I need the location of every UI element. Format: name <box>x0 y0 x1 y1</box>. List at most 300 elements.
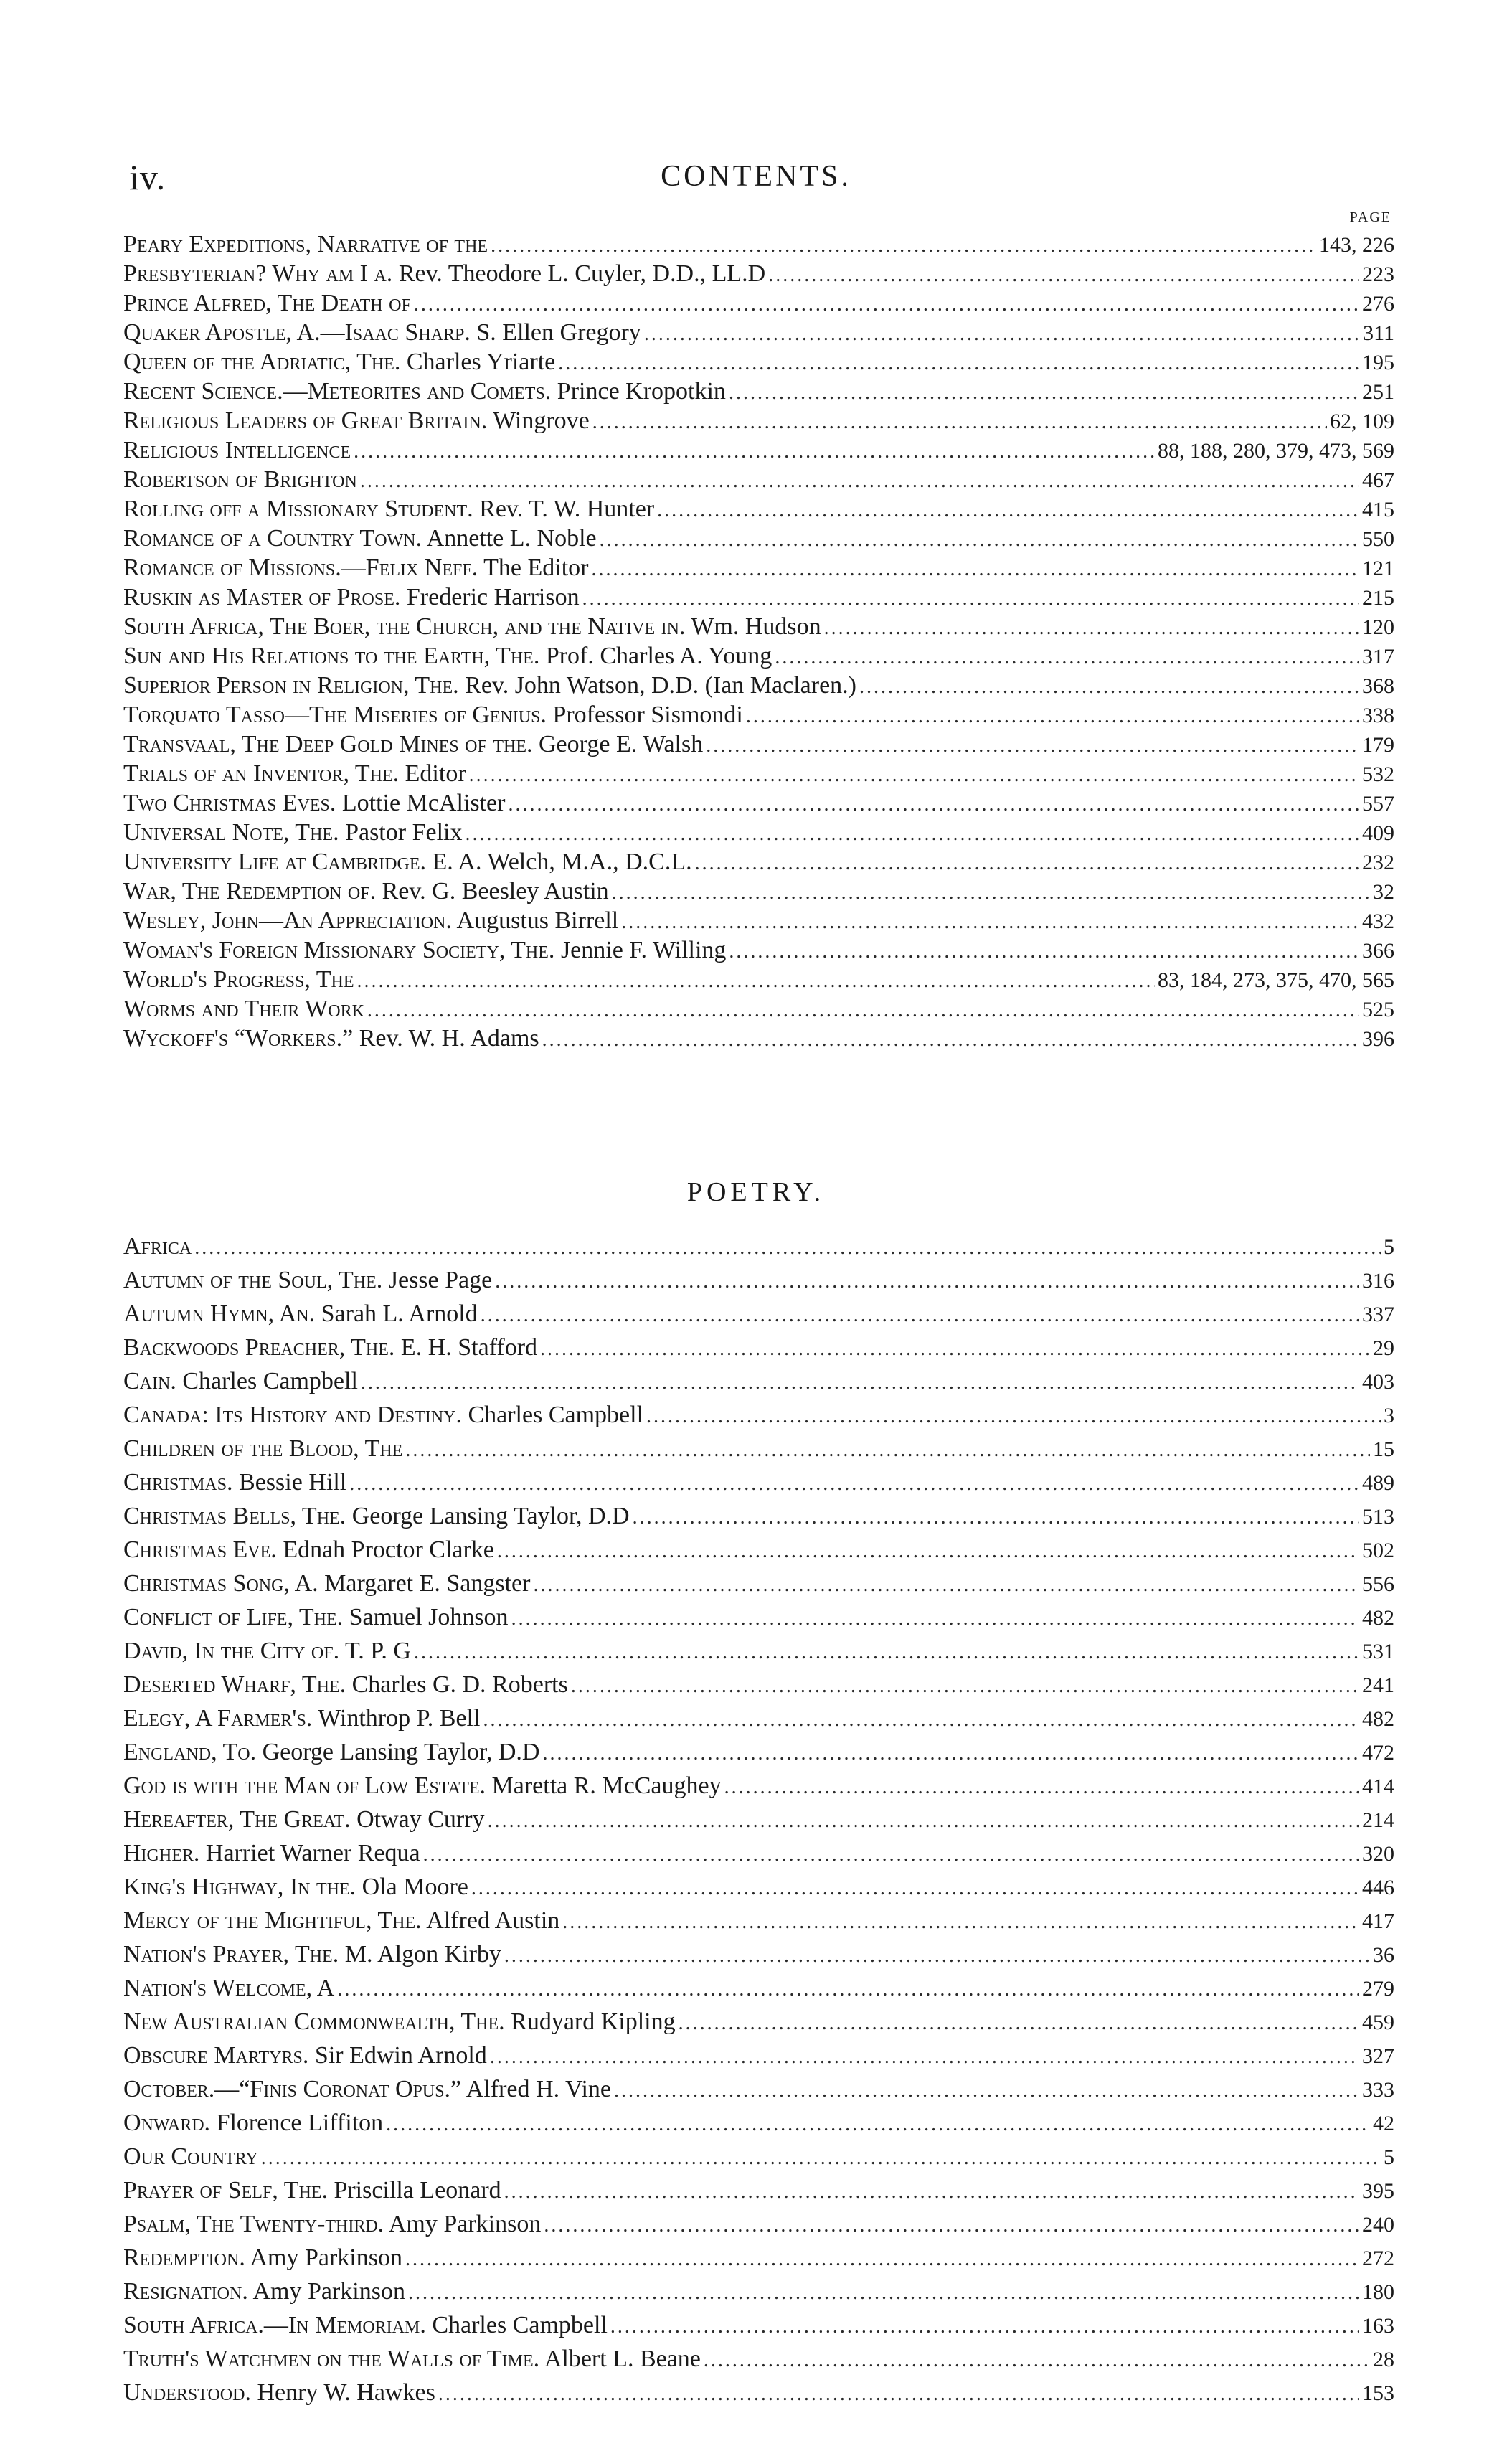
entry-author: Prince Kropotkin <box>557 378 726 405</box>
entry-page-number: 459 <box>1362 2011 1394 2034</box>
entry-title: Wyckoff's “Workers.” <box>123 1025 354 1052</box>
dot-leader <box>471 1871 1359 1905</box>
entry-author: Wm. Hudson <box>691 613 821 640</box>
entry-title: Autumn of the Soul, The. <box>123 1267 383 1293</box>
contents-entry <box>123 1465 1394 1499</box>
dot-leader <box>614 2074 1359 2107</box>
entry-author: George Lansing Taylor, D.D <box>351 1503 630 1529</box>
dot-leader <box>491 231 1316 260</box>
dot-leader <box>544 2209 1359 2242</box>
entry-author: Rev. John Watson, D.D. (Ian Maclaren.) <box>465 672 856 699</box>
entry-title: Psalm, The Twenty-third. <box>123 2211 384 2237</box>
entry-page-number: 195 <box>1362 351 1394 374</box>
entry-page-number: 482 <box>1362 1606 1394 1630</box>
entry-author: Winthrop P. Bell <box>318 1705 481 1732</box>
dot-leader <box>612 878 1370 907</box>
entry-title: Presbyterian? Why am I a. <box>123 260 393 287</box>
entry-title: Autumn Hymn, An. <box>123 1300 316 1327</box>
dot-leader <box>488 1804 1359 1838</box>
contents-entry <box>123 818 1394 847</box>
dot-leader <box>859 672 1359 702</box>
entry-author: Florence Liffiton <box>216 2110 384 2136</box>
dot-leader <box>483 1703 1359 1737</box>
contents-entry <box>123 1364 1394 1398</box>
entry-page-number: 317 <box>1362 645 1394 669</box>
entry-page-number: 143, 226 <box>1319 233 1394 257</box>
contents-entry <box>123 524 1394 553</box>
entry-page-number: 214 <box>1362 1808 1394 1832</box>
entry-page-number: 513 <box>1362 1505 1394 1529</box>
contents-entry <box>123 1533 1394 1567</box>
contents-entry <box>123 494 1394 524</box>
contents-entry <box>123 700 1394 729</box>
entry-page-number: 446 <box>1362 1876 1394 1899</box>
dot-leader <box>337 1973 1359 2006</box>
poetry-contents-list <box>123 1229 1394 2409</box>
contents-entry <box>123 1634 1394 1668</box>
contents-entry <box>123 1870 1394 1904</box>
dot-leader <box>542 1737 1359 1770</box>
dot-leader <box>571 1669 1359 1703</box>
entry-page-number: 327 <box>1362 2044 1394 2068</box>
entry-author: Rev. Theodore L. Cuyler, D.D., LL.D <box>398 260 766 287</box>
entry-page-number: 320 <box>1362 1842 1394 1866</box>
contents-entry <box>123 1836 1394 1870</box>
entry-author: Sir Edwin Arnold <box>314 2042 487 2069</box>
entry-author: George E. Walsh <box>539 731 704 757</box>
entry-page-number: 276 <box>1362 292 1394 316</box>
entry-page-number: 120 <box>1362 615 1394 639</box>
entry-title: Religious Intelligence <box>123 437 351 463</box>
contents-entry <box>123 2275 1394 2308</box>
entry-page-number: 556 <box>1362 1572 1394 1596</box>
entry-author: Pastor Felix <box>345 819 463 846</box>
dot-leader <box>533 1568 1359 1602</box>
dot-leader <box>354 437 1155 466</box>
entry-title: Two Christmas Eves. <box>123 790 336 816</box>
entry-title: Rolling off a Missionary Student. <box>123 496 473 522</box>
dot-leader <box>511 1602 1359 1635</box>
entry-author: Amy Parkinson <box>388 2211 542 2237</box>
dot-leader <box>367 996 1359 1025</box>
dot-leader <box>704 2343 1370 2377</box>
entry-title: Resignation. <box>123 2278 248 2305</box>
entry-author: Harriet Warner Requa <box>205 1840 420 1866</box>
entry-page-number: 417 <box>1362 1909 1394 1933</box>
dot-leader <box>423 1838 1359 1871</box>
entry-page-number: 28 <box>1373 2348 1394 2371</box>
entry-page-number: 482 <box>1362 1707 1394 1731</box>
entry-title: Nation's Prayer, The. <box>123 1941 339 1968</box>
entry-page-number: 32 <box>1373 880 1394 904</box>
dot-leader <box>542 1025 1359 1054</box>
entry-page-number: 472 <box>1362 1741 1394 1765</box>
contents-entry <box>123 1971 1394 2005</box>
dot-leader <box>646 1399 1381 1433</box>
entry-author: Lottie McAlister <box>341 790 506 816</box>
contents-entry <box>123 2039 1394 2072</box>
contents-entry <box>123 1668 1394 1701</box>
contents-entry <box>123 553 1394 582</box>
entry-title: October.—“Finis Coronat Opus.” <box>123 2076 462 2102</box>
entry-page-number: 502 <box>1362 1539 1394 1562</box>
dot-leader <box>495 1265 1359 1298</box>
entry-title: Romance of Missions.—Felix Neff. <box>123 554 478 581</box>
contents-entry <box>123 1769 1394 1803</box>
entry-title: Christmas Song, A. <box>123 1570 318 1597</box>
entry-author: George Lansing Taylor, D.D <box>262 1739 540 1765</box>
contents-entry <box>123 2106 1394 2140</box>
entry-title: Prince Alfred, The Death of <box>123 290 411 316</box>
dot-leader <box>361 1366 1359 1399</box>
contents-entry <box>123 406 1394 435</box>
entry-page-number: 525 <box>1362 998 1394 1021</box>
contents-entry <box>123 2005 1394 2039</box>
entry-title: Our Country <box>123 2143 258 2170</box>
entry-title: South Africa.—In Memoriam. <box>123 2312 426 2338</box>
dot-leader <box>508 790 1359 819</box>
dot-leader <box>414 1635 1359 1669</box>
dot-leader <box>490 2040 1359 2074</box>
contents-entry <box>123 612 1394 641</box>
contents-entry <box>123 230 1394 259</box>
entry-title: Conflict of Life, The. <box>123 1604 344 1630</box>
entry-author: The Editor <box>483 554 589 581</box>
entry-author: Annette L. Noble <box>426 525 597 552</box>
entry-title: Romance of a Country Town. <box>123 525 422 552</box>
contents-entry <box>123 759 1394 788</box>
contents-entry <box>123 1904 1394 1937</box>
entry-title: Torquato Tasso—The Miseries of Genius. <box>123 702 547 728</box>
entry-title: King's Highway, In the. <box>123 1874 356 1900</box>
dot-leader <box>706 731 1359 760</box>
entry-page-number: 223 <box>1362 263 1394 286</box>
entry-page-number: 403 <box>1362 1370 1394 1394</box>
dot-leader <box>729 378 1359 407</box>
entry-page-number: 88, 188, 280, 379, 473, 569 <box>1158 439 1394 463</box>
entry-page-number: 36 <box>1373 1943 1394 1967</box>
entry-author: Rev. T. W. Hunter <box>479 496 655 522</box>
entry-title: Trials of an Inventor, The. <box>123 760 400 787</box>
contents-entry <box>123 465 1394 494</box>
entry-title: England, To. <box>123 1739 257 1765</box>
dot-leader <box>558 349 1359 378</box>
entry-author: Alfred H. Vine <box>466 2076 612 2102</box>
entry-author: Ednah Proctor Clarke <box>283 1536 494 1563</box>
entry-title: Redemption. <box>123 2244 245 2271</box>
contents-entry <box>123 2342 1394 2376</box>
dot-leader <box>729 937 1359 966</box>
entry-author: S. Ellen Gregory <box>476 319 641 346</box>
entry-page-number: 215 <box>1362 586 1394 610</box>
dot-leader <box>261 2141 1381 2175</box>
entry-title: Canada: Its History and Destiny. <box>123 1402 462 1428</box>
contents-entry <box>123 1937 1394 1971</box>
contents-entry <box>123 318 1394 347</box>
entry-author: Margaret E. Sangster <box>324 1570 531 1597</box>
contents-entry <box>123 671 1394 700</box>
entry-title: Backwoods Preacher, The. <box>123 1334 395 1361</box>
entry-author: Rev. G. Beesley Austin <box>382 878 609 905</box>
entry-title: Quaker Apostle, A.—Isaac Sharp. <box>123 319 471 346</box>
contents-entry <box>123 877 1394 906</box>
entry-author: Charles Campbell <box>182 1368 358 1394</box>
entry-page-number: 409 <box>1362 821 1394 845</box>
entry-author: Samuel Johnson <box>349 1604 509 1630</box>
dot-leader <box>504 2175 1359 2209</box>
contents-entry <box>123 1398 1394 1432</box>
dot-leader <box>194 1231 1381 1265</box>
contents-entry <box>123 2376 1394 2409</box>
dot-leader <box>610 2310 1359 2343</box>
dot-leader <box>679 2006 1359 2040</box>
contents-entry <box>123 377 1394 406</box>
entry-title: Universal Note, The. <box>123 819 339 846</box>
entry-author: Albert L. Beane <box>544 2346 701 2372</box>
dot-leader <box>481 1298 1359 1332</box>
entry-author: Amy Parkinson <box>250 2244 402 2271</box>
entry-title: Elegy, A Farmer's. <box>123 1705 313 1732</box>
entry-author: Bessie Hill <box>239 1469 347 1496</box>
dot-leader <box>504 1939 1370 1973</box>
contents-entry <box>123 1024 1394 1053</box>
contents-entry <box>123 965 1394 994</box>
entry-page-number: 396 <box>1362 1027 1394 1051</box>
dot-leader <box>408 2276 1359 2310</box>
entry-page-number: 368 <box>1362 674 1394 698</box>
entry-author: Charles Campbell <box>432 2312 608 2338</box>
entry-author: Rudyard Kipling <box>511 2008 676 2035</box>
contents-entry <box>123 435 1394 465</box>
entry-title: Transvaal, The Deep Gold Mines of the. <box>123 731 533 757</box>
contents-entry <box>123 2072 1394 2106</box>
entry-title: Onward. <box>123 2110 211 2136</box>
entry-page-number: 532 <box>1362 762 1394 786</box>
entry-page-number: 415 <box>1362 498 1394 521</box>
contents-entry <box>123 259 1394 288</box>
contents-entry <box>123 788 1394 818</box>
entry-title: Understood. <box>123 2379 251 2406</box>
entry-title: War, The Redemption of. <box>123 878 377 905</box>
contents-entry <box>123 994 1394 1024</box>
entry-page-number: 5 <box>1384 2145 1394 2169</box>
contents-entry <box>123 288 1394 318</box>
entry-title: Christmas Eve. <box>123 1536 277 1563</box>
dot-leader <box>582 584 1359 613</box>
entry-page-number: 42 <box>1373 2112 1394 2135</box>
dot-leader <box>621 907 1359 937</box>
dot-leader <box>768 260 1359 290</box>
entry-author: Otway Curry <box>356 1806 485 1833</box>
entry-author: Wingrove <box>493 407 590 434</box>
contents-entry <box>123 1432 1394 1465</box>
dot-leader <box>357 966 1156 996</box>
entry-page-number: 272 <box>1362 2247 1394 2270</box>
entry-page-number: 180 <box>1362 2280 1394 2304</box>
entry-author: Alfred Austin <box>426 1907 560 1934</box>
entry-page-number: 557 <box>1362 792 1394 816</box>
entry-title: Obscure Martyrs. <box>123 2042 309 2069</box>
dot-leader <box>497 1534 1359 1568</box>
dot-leader <box>414 290 1359 319</box>
entry-page-number: 338 <box>1362 704 1394 727</box>
entry-page-number: 5 <box>1384 1235 1394 1259</box>
entry-author: E. A. Welch, M.A., D.C.L. <box>432 849 692 875</box>
dot-leader <box>469 760 1359 790</box>
entry-title: Cain. <box>123 1368 176 1394</box>
entry-title: Peary Expeditions, Narrative of the <box>123 231 488 258</box>
entry-title: Children of the Blood, The <box>123 1435 403 1462</box>
entry-page-number: 316 <box>1362 1269 1394 1293</box>
entry-title: New Australian Commonwealth, The. <box>123 2008 505 2035</box>
entry-page-number: 251 <box>1362 380 1394 404</box>
dot-leader <box>386 2107 1370 2141</box>
dot-leader <box>591 554 1359 584</box>
entry-author: Augustus Birrell <box>456 907 619 934</box>
contents-entry <box>123 1567 1394 1600</box>
entry-title: Queen of the Adriatic, The. <box>123 349 401 375</box>
entry-author: Maretta R. McCaughey <box>491 1772 722 1799</box>
entry-title: Superior Person in Religion, The. <box>123 672 459 699</box>
entry-author: Editor <box>405 760 466 787</box>
dot-leader <box>405 2242 1359 2276</box>
entry-page-number: 550 <box>1362 527 1394 551</box>
dot-leader <box>438 2377 1359 2411</box>
entry-author: M. Algon Kirby <box>344 1941 501 1968</box>
dot-leader <box>562 1905 1359 1939</box>
contents-entry <box>123 935 1394 965</box>
entry-author: Charles Yriarte <box>406 349 556 375</box>
dot-leader <box>824 613 1359 643</box>
dot-leader <box>349 1467 1359 1501</box>
entry-page-number: 467 <box>1362 468 1394 492</box>
entry-title: Deserted Wharf, The. <box>123 1671 346 1698</box>
entry-author: Jennie F. Willing <box>560 937 727 963</box>
contents-entry <box>123 2241 1394 2275</box>
entry-title: Christmas Bells, The. <box>123 1503 346 1529</box>
contents-entry <box>123 1229 1394 1263</box>
contents-entry <box>123 582 1394 612</box>
dot-leader <box>657 496 1359 525</box>
poetry-heading: POETRY. <box>686 1177 826 1207</box>
entry-author: Charles Campbell <box>468 1402 644 1428</box>
entry-page-number: 3 <box>1384 1404 1394 1427</box>
contents-entry <box>123 1600 1394 1634</box>
entry-title: Wesley, John—An Appreciation. <box>123 907 452 934</box>
entry-page-number: 179 <box>1362 733 1394 757</box>
entry-title: Religious Leaders of Great Britain. <box>123 407 488 434</box>
entry-page-number: 62, 109 <box>1330 410 1394 433</box>
dot-leader <box>775 643 1359 672</box>
entry-page-number: 279 <box>1362 1977 1394 2001</box>
entry-title: University Life at Cambridge. <box>123 849 426 875</box>
entry-author: Professor Sismondi <box>552 702 743 728</box>
entry-author: Rev. W. H. Adams <box>359 1025 539 1052</box>
dot-leader <box>600 525 1359 554</box>
dot-leader <box>695 849 1359 878</box>
entry-page-number: 366 <box>1362 939 1394 963</box>
contents-entry <box>123 347 1394 377</box>
entry-title: Robertson of Brighton <box>123 466 357 493</box>
entry-author: Amy Parkinson <box>252 2278 405 2305</box>
entry-page-number: 29 <box>1373 1336 1394 1360</box>
prose-contents-list <box>123 230 1394 1053</box>
entry-page-number: 240 <box>1362 2213 1394 2237</box>
dot-leader <box>724 1770 1359 1804</box>
entry-page-number: 414 <box>1362 1775 1394 1798</box>
entry-page-number: 241 <box>1362 1673 1394 1697</box>
entry-title: Worms and Their Work <box>123 996 364 1022</box>
entry-page-number: 333 <box>1362 2078 1394 2102</box>
entry-author: Jesse Page <box>388 1267 493 1293</box>
contents-entry <box>123 2207 1394 2241</box>
entry-title: Nation's Welcome, A <box>123 1975 335 2001</box>
entry-title: Recent Science.—Meteorites and Comets. <box>123 378 552 405</box>
contents-entry <box>123 2140 1394 2173</box>
contents-entry <box>123 1499 1394 1533</box>
entry-page-number: 163 <box>1362 2314 1394 2338</box>
entry-author: T. P. G <box>345 1638 411 1664</box>
entry-page-number: 531 <box>1362 1640 1394 1663</box>
entry-title: Truth's Watchmen on the Walls of Time. <box>123 2346 540 2372</box>
entry-author: Ola Moore <box>362 1874 468 1900</box>
contents-entry <box>123 729 1394 759</box>
entry-title: Woman's Foreign Missionary Society, The. <box>123 937 555 963</box>
entry-page-number: 153 <box>1362 2381 1394 2405</box>
contents-entry <box>123 641 1394 671</box>
contents-entry <box>123 906 1394 935</box>
contents-entry <box>123 1263 1394 1297</box>
dot-leader <box>405 1433 1370 1467</box>
contents-entry <box>123 1803 1394 1836</box>
page-column-label: PAGE <box>1349 209 1391 225</box>
entry-title: Sun and His Relations to the Earth, The. <box>123 643 540 669</box>
entry-author: Sarah L. Arnold <box>321 1300 478 1327</box>
entry-title: Prayer of Self, The. <box>123 2177 328 2204</box>
entry-page-number: 489 <box>1362 1471 1394 1495</box>
contents-entry <box>123 1701 1394 1735</box>
contents-entry <box>123 847 1394 877</box>
entry-page-number: 83, 184, 273, 375, 470, 565 <box>1158 968 1394 992</box>
entry-title: World's Progress, The <box>123 966 354 993</box>
entry-title: God is with the Man of Low Estate. <box>123 1772 486 1799</box>
entry-page-number: 432 <box>1362 910 1394 933</box>
dot-leader <box>465 819 1359 849</box>
entry-author: Priscilla Leonard <box>334 2177 501 2204</box>
entry-title: Higher. <box>123 1840 200 1866</box>
entry-author: Charles G. D. Roberts <box>351 1671 568 1698</box>
entry-title: Hereafter, The Great. <box>123 1806 351 1833</box>
entry-page-number: 395 <box>1362 2179 1394 2203</box>
entry-author: Prof. Charles A. Young <box>545 643 772 669</box>
entry-title: David, In the City of. <box>123 1638 340 1664</box>
dot-leader <box>592 407 1327 437</box>
dot-leader <box>360 466 1359 496</box>
page-title: CONTENTS. <box>661 160 851 193</box>
dot-leader <box>746 702 1359 731</box>
entry-title: South Africa, The Boer, the Church, and the Native in. <box>123 613 686 640</box>
entry-title: Ruskin as Master of Prose. <box>123 584 401 610</box>
entry-author: Frederic Harrison <box>406 584 580 610</box>
entry-page-number: 121 <box>1362 557 1394 580</box>
entry-title: Africa <box>123 1233 192 1260</box>
entry-author: Henry W. Hawkes <box>257 2379 435 2406</box>
contents-entry <box>123 1331 1394 1364</box>
dot-leader <box>633 1501 1359 1534</box>
entry-title: Christmas. <box>123 1469 233 1496</box>
entry-page-number: 232 <box>1362 851 1394 874</box>
entry-page-number: 15 <box>1373 1437 1394 1461</box>
